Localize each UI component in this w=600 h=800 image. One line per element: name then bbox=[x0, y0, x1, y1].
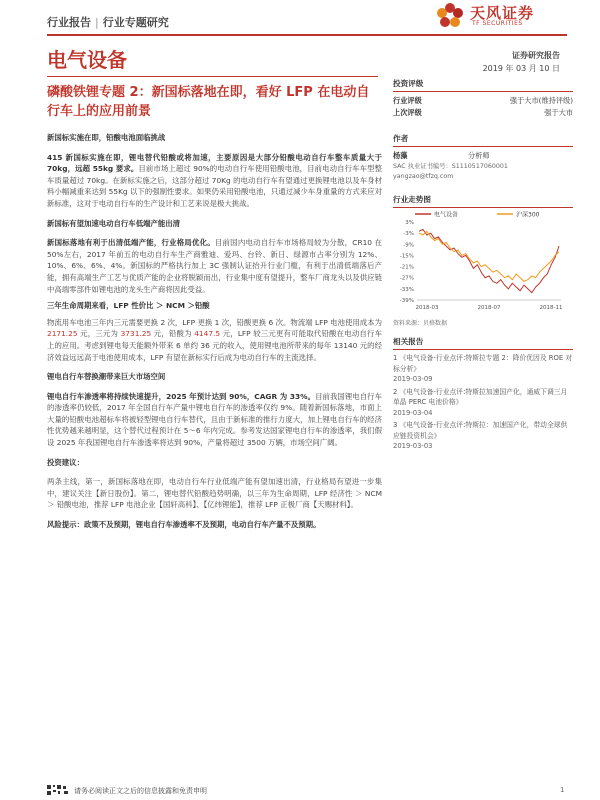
related-report-1-title[interactable]: 1 《电气设备-行业点评:特斯拉专题 2：降价优因及 ROE 对标分析》 bbox=[393, 354, 573, 373]
section-2-body bbox=[47, 237, 382, 295]
section-1-lead: 415 新国标实施在即，锂电替代铅酸或将加速，主要原因是大部分铅酸电动自行车整车质量大于 70kg，远超 55kg 要求。 bbox=[47, 152, 382, 174]
rating-value: 强于大市(维持评级) bbox=[509, 96, 573, 105]
section-4-text: 目前我国锂电自行车的渗透率仍较低，2017 年全国自行车产量中锂电自行车的渗透率仅约 9%。随着新国标落地，市面上大量的铅酸电池超标车将被轻型锂电自行车替代，且由于新标准的推行力度大，加上锂电自行车的经济性优势越来越明显，这个替代过程预计在 5～6 年内完成。参考发达国家锂电自行车的渗透率，我们假设 2025 年我国锂电自行车渗透率将达到 90%，产量将超过 3500 万辆，市场空间广阔。 bbox=[47, 391, 382, 448]
author-heading: 作者 bbox=[393, 133, 573, 147]
section-3-text-c: 元，铅酸为 bbox=[151, 329, 195, 339]
author-sac: SAC 执业证书编号：S1110517060001 bbox=[393, 163, 508, 170]
prev-rating-label: 上次评级 bbox=[393, 108, 422, 117]
y-tick-label-5: -27% bbox=[399, 275, 414, 282]
section-3-text-a: 物流用车电池三年内三元需要更换 2 次，LFP 更换 1 次，铅酸更换 6 次。物流端 LFP 电池使用成本为 bbox=[47, 317, 382, 327]
y-tick-label-1: -3% bbox=[403, 231, 414, 238]
section-3-text-d: 元，LFP 较三元更有可能取代铅酸在电动自行车上的应用。考虑到锂电每天能额外带来 6 单约 36 元的收入，使用锂电池所带来的每年 13140 元的经济效益远远高于电池使用成本，LFP 有望在新标实行后成为电动自行车的主流选择。 bbox=[47, 329, 383, 362]
section-1-text: 目前市场上超过 90%的电动自行车使用铅酸电池，目前电动自行车车型整车质量超过 70kg。在新标实施之后，这部分超过 70Kg 的电动自行车有望通过更换锂电池以及车身材料小幅减重来达到 55Kg 以下的强制性要求。如果仍采用铅酸电池，只通过减少车身重量的方式来应对新标准，这对于电动自行车的生产设计和工艺来说是极大挑战。 bbox=[47, 164, 382, 208]
author-row bbox=[393, 150, 573, 162]
y-tick-label-6: -33% bbox=[399, 286, 414, 293]
related-report-2-date: 2019-03-04 bbox=[393, 408, 433, 417]
section-heading-3: 三年生命周期来看，LFP 性价比 ＞ NCM ＞铅酸 bbox=[47, 301, 210, 311]
rating-heading: 投资评级 bbox=[393, 78, 573, 92]
report-type: 证券研究报告 bbox=[512, 51, 560, 60]
author-role: 分析师 bbox=[468, 151, 490, 160]
section-1-body bbox=[47, 152, 382, 210]
main-content bbox=[47, 132, 382, 531]
y-tick-label-7: -39% bbox=[399, 298, 414, 304]
industry-trend-chart bbox=[393, 200, 573, 320]
rating-label: 行业评级 bbox=[393, 96, 422, 105]
y-tick-label-3: -15% bbox=[399, 253, 414, 260]
section-4-body bbox=[47, 391, 382, 449]
related-report-1[interactable] bbox=[393, 353, 573, 385]
footer-disclaimer: 请务必阅读正文之后的信息披露和免责申明 bbox=[74, 787, 207, 795]
y-tick-label-0: 3% bbox=[405, 220, 414, 226]
header-separator: | bbox=[95, 16, 99, 29]
header-divider bbox=[47, 34, 567, 36]
prev-rating-value: 强于大市 bbox=[544, 108, 573, 117]
trend-heading: 行业走势图 bbox=[393, 194, 573, 208]
section-5-body: 两条主线，第一，新国标落地在即，电动自行车行业低端产能有望加速出清，行业格局有望进一步集中，建议关注【新日股份】。第二，锂电替代铅酸趋势明确，以三年为生命周期，LFP 经济性 ＞ NCM ＞ 铅酸电池，推荐 LFP 电池企业【国轩高科】、【亿纬锂能】，推荐 LFP 正极厂商【天赐材料】。 bbox=[47, 477, 382, 510]
related-report-3-date: 2019-03-03 bbox=[393, 442, 433, 450]
author-block bbox=[393, 133, 573, 182]
y-tick-label-4: -21% bbox=[399, 264, 414, 271]
section-heading-5: 投资建议： bbox=[47, 457, 84, 467]
page-number: 1 bbox=[560, 786, 565, 794]
chart-source: 资料来源：贝格数据 bbox=[393, 320, 448, 327]
logo-en: TF SECURITIES bbox=[472, 20, 523, 27]
y-tick-label-2: -9% bbox=[403, 242, 414, 249]
related-block bbox=[393, 336, 573, 454]
x-tick-label-0: 2018-03 bbox=[415, 305, 439, 311]
section-3-body bbox=[47, 317, 382, 363]
category-label: 行业报告 bbox=[47, 16, 91, 29]
related-list bbox=[393, 353, 573, 452]
brand-logo bbox=[432, 0, 562, 32]
industry-title: 电气设备 bbox=[47, 48, 127, 72]
risk-warning-text: 风险提示：政策不及预期，锂电自行车渗透率不及预期，电动自行车产量不及预期。 bbox=[47, 520, 321, 530]
legend-label-1: 沪深300 bbox=[516, 211, 540, 219]
rating-block bbox=[393, 78, 573, 119]
x-tick-label-1: 2018-07 bbox=[477, 305, 501, 311]
author-name: 杨藻 bbox=[393, 151, 408, 160]
author-email[interactable]: yangzao@tfzq.com bbox=[393, 173, 454, 180]
lead-acid-cost-value: 4147.5 bbox=[194, 329, 221, 339]
rating-row bbox=[393, 95, 573, 107]
related-heading: 相关报告 bbox=[393, 336, 573, 350]
subcategory-label: 行业专题研究 bbox=[102, 16, 169, 29]
related-report-3[interactable] bbox=[393, 420, 573, 452]
related-report-2-title[interactable]: 2 《电气设备-行业点评:特斯拉加速国产化，通威下调三月单晶 PERC 电池价格》 bbox=[393, 387, 568, 406]
logo-cn: 天风证券 bbox=[470, 4, 535, 22]
qr-code-icon bbox=[47, 785, 69, 795]
x-tick-label-2: 2018-11 bbox=[539, 305, 563, 311]
related-report-2[interactable] bbox=[393, 387, 573, 419]
section-heading-4: 锂电自行车替换潮带来巨大市场空间 bbox=[47, 372, 166, 382]
section-2-lead: 新国标落地有利于出清低端产能，行业格局优化。 bbox=[47, 238, 215, 248]
ncm-cost-value: 3731.25 bbox=[120, 329, 152, 339]
related-report-1-date: 2019-03-09 bbox=[393, 375, 433, 383]
trend-chart-svg bbox=[393, 200, 573, 318]
header-category bbox=[47, 14, 169, 30]
lfp-cost-value: 2171.25 bbox=[47, 329, 78, 339]
legend-label-0: 电气设备 bbox=[434, 211, 459, 219]
report-title: 磷酸铁锂专题 2：新国标落地在即，看好 LFP 在电动自行车上的应用前景 bbox=[47, 85, 370, 119]
related-report-3-title[interactable]: 3 《电气设备-行业点评:特斯拉：加速国产化，带动全球供应链投资机会》 bbox=[393, 421, 568, 440]
title-divider bbox=[47, 76, 378, 77]
prev-rating-row bbox=[393, 107, 573, 119]
section-2-text: 目前国内电动自行车市场格局较为分散，CR10 在 50%左右，2017 年前五的电动自行车生产商雅迪、爱玛、台铃、新日、绿源市占率分别为 12%、10%、6%、6%、4%。新国标的严格执行加上 3C 强制认证抬升行业门槛，有利于出清低端落后产能，拥有高端生产工艺与优质产能的企业将脱颖而出，行业集中度有望提升，整车厂商龙头以及供应链中高端零部件如锂电池的龙头生产商将因此受益。 bbox=[47, 238, 382, 294]
risk-warning bbox=[47, 519, 382, 531]
section-3-text-b: 元，三元为 bbox=[77, 329, 121, 339]
report-date: 2019 年 03 月 10 日 bbox=[482, 64, 560, 73]
section-heading-1: 新国标实施在即，铅酸电池面临挑战 bbox=[47, 133, 166, 142]
flower-logo-icon bbox=[432, 0, 468, 32]
section-heading-2: 新国标有望加速电动自行车低端产能出清 bbox=[47, 218, 181, 228]
series-line-0 bbox=[419, 229, 559, 292]
section-4-lead: 锂电自行车渗透率将持续快速提升，2025 年预计达到 90%，CAGR 为 33%。 bbox=[47, 391, 316, 401]
